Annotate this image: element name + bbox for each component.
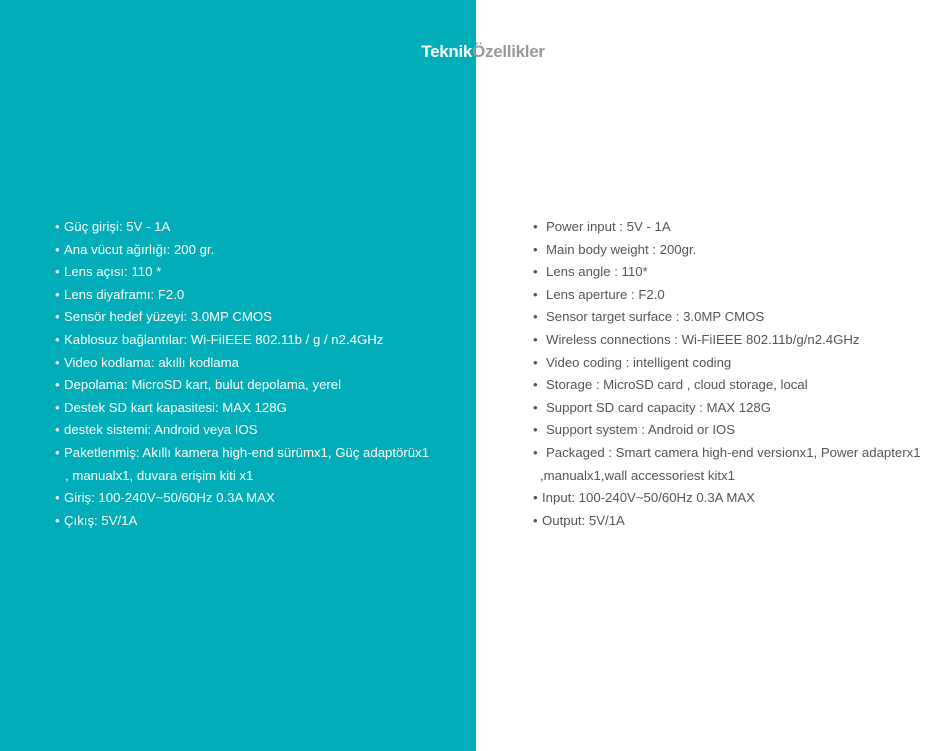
spec-item: • Lens açısı: 110 *: [55, 264, 162, 280]
spec-item: • Storage : MicroSD card , cloud storage, local: [533, 377, 808, 393]
spec-item: • Sensor target surface : 3.0MP CMOS: [533, 309, 765, 325]
spec-item: • Lens diyaframı: F2.0: [55, 286, 185, 302]
spec-item: • Support system : Android or IOS: [533, 422, 736, 438]
spec-item: • Lens aperture : F2.0: [533, 286, 665, 302]
spec-item-continuation: , manualx1, duvara erişim kiti x1: [65, 467, 254, 483]
spec-item: • Main body weight : 200gr.: [533, 241, 697, 257]
spec-item: • Kablosuz bağlantılar: Wi-FiIEEE 802.11b / g / n2.4GHz: [55, 331, 384, 347]
spec-item: • Wireless connections : Wi-FiIEEE 802.11b/g/n2.4GHz: [533, 331, 860, 347]
spec-item: • Lens angle : 110*: [533, 264, 648, 280]
spec-item: • Power input : 5V - 1A: [533, 219, 671, 234]
spec-item: • Packaged : Smart camera high-end versionx1, Power adapterx1 ,manualx1,wall accessoriest kitx1: [533, 442, 921, 487]
title-word-teknik: Teknik: [421, 42, 473, 61]
spec-item: • destek sistemi: Android veya IOS: [55, 422, 258, 438]
spec-item: • Depolama: MicroSD kart, bulut depolama, yerel: [55, 377, 342, 393]
spec-item: • Giriş: 100-240V~50/60Hz 0.3A MAX: [55, 490, 275, 506]
spec-item: • Güç girişi: 5V - 1A: [55, 219, 171, 234]
spec-item: • Support SD card capacity : MAX 128G: [533, 399, 772, 415]
spec-item: • Paketlenmiş: Akıllı kamera high-end sürümx1, Güç adaptörüx1 , manualx1, duvara erişim kiti x1: [55, 442, 429, 487]
english-spec-list: [533, 216, 921, 532]
turkish-spec-list: [55, 216, 429, 532]
spec-item: • Video coding : intelligent coding: [533, 354, 732, 370]
spec-item: • Çıkış: 5V/1A: [55, 512, 138, 528]
spec-item: • Video kodlama: akıllı kodlama: [55, 354, 239, 370]
spec-item: • Sensör hedef yüzeyi: 3.0MP CMOS: [55, 309, 272, 325]
spec-item: • Destek SD kart kapasitesi: MAX 128G: [55, 399, 287, 415]
spec-item: • Ana vücut ağırlığı: 200 gr.: [55, 241, 215, 257]
spec-item: • Input: 100-240V~50/60Hz 0.3A MAX: [533, 490, 755, 506]
title-word-ozellikler: Özellikler: [472, 42, 545, 61]
spec-item-continuation: ,manualx1,wall accessoriest kitx1: [540, 467, 735, 483]
page-title: [0, 42, 951, 62]
spec-item: • Output: 5V/1A: [533, 512, 625, 528]
